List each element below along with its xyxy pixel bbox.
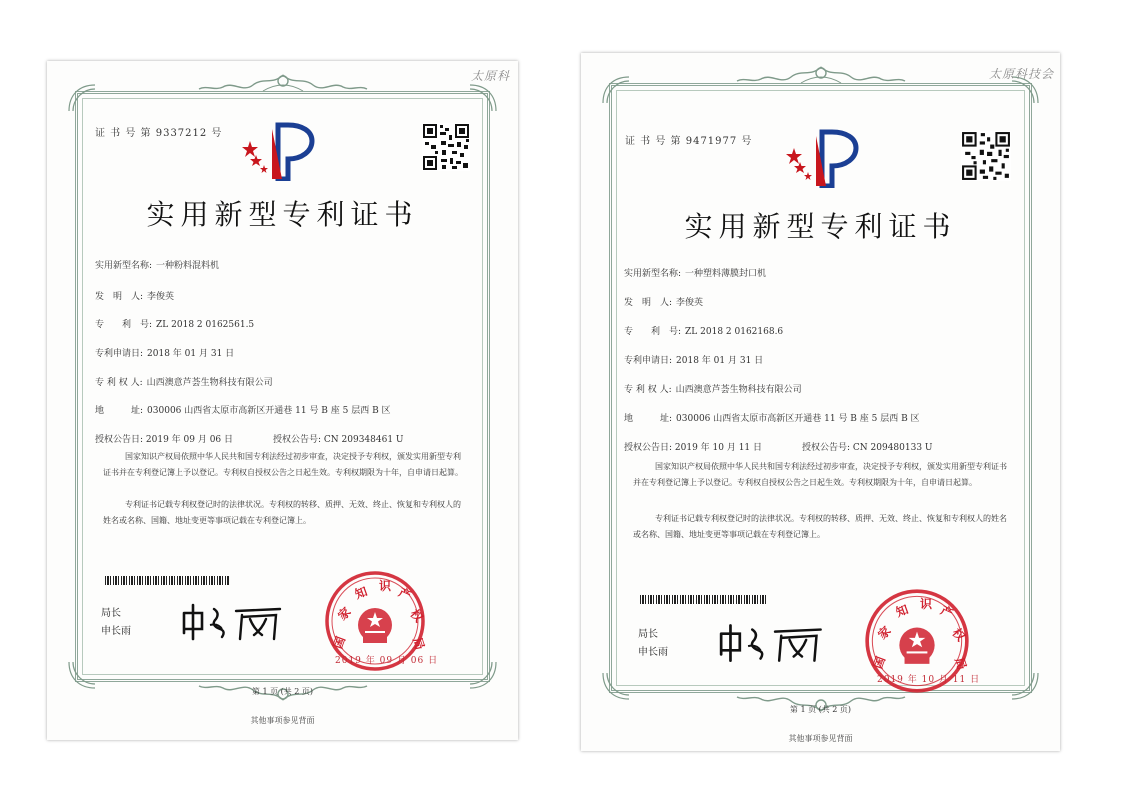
grant-number: 授权公告号: CN 209480133 U [802,443,933,453]
grant-date: 授权公告日: 2019 年 09 月 06 日 [95,435,234,445]
field-row [95,346,234,359]
director-block [638,626,668,662]
field-label: 专 利 权 人: [624,385,672,395]
seal-char: 权 [407,606,426,625]
grant-date: 授权公告日: 2019 年 10 月 11 日 [624,443,763,453]
field-row [624,353,763,366]
certificate-title: 实用新型专利证书 [146,198,419,231]
field-label: 专利申请日: [624,356,673,366]
seal-char: 识 [920,597,933,611]
field-value: 李俊英 [676,298,704,308]
field-row [95,317,254,330]
qr-code-icon [422,123,470,171]
field-row [95,403,391,416]
seal-char: 家 [335,604,354,624]
field-value: 山西澳意芦荟生物科技有限公司 [146,378,273,388]
seal-char: 家 [875,623,894,643]
director-name: 申长雨 [101,626,131,637]
certificate-paragraph-1: 国家知识产权局依照中华人民共和国专利法经过初步审查，决定授予专利权，颁发实用新型专利证书并在专利登记簿上予以登记。专利权自授权公告之日起生效。专利权期限为十年，自申请日起算。 [103,452,463,477]
handwritten-mark: 太原科 [470,69,510,83]
field-label: 专 利 号: [624,327,682,337]
field-row [95,289,174,302]
seal-char: 局 [952,655,970,672]
certificate-number: 证 书 号 第 9337212 号 [95,128,223,139]
certificate-number: 证 书 号 第 9471977 号 [625,136,753,147]
certificate-paragraph-2: 专利证书记载专利权登记时的法律状况。专利权的转移、质押、无效、终止、恢复和专利权人的姓名或名称、国籍、地址变更等事项记载在专利登记簿上。 [633,514,1007,539]
top-ornament-icon [193,71,373,99]
seal-char: 权 [949,625,968,644]
handwritten-mark: 太原科技会 [988,67,1054,81]
patent-certificate-2 [581,53,1060,751]
field-value: 李俊英 [147,292,175,302]
field-label: 发 明 人: [624,298,673,308]
certificate-paragraph-2: 专利证书记载专利权登记时的法律状况。专利权的转移、质押、无效、终止、恢复和专利权人的姓名或名称、国籍、地址变更等事项记载在专利登记簿上。 [103,500,461,525]
cnipa-logo-icon [786,128,866,188]
seal-char: 国 [330,634,349,651]
signature-image [180,599,290,643]
field-value: 2018 年 01 月 31 日 [676,356,764,366]
field-value: 一种粉料混料机 [156,261,220,271]
field-value: ZL 2018 2 0162168.6 [685,327,784,337]
corner-ornament-icon [599,73,633,107]
field-value: 030006 山西省太原市高新区开通巷 11 号 B 座 5 层西 B 区 [676,414,920,424]
field-label: 地 址: [95,406,144,416]
certificate-title: 实用新型专利证书 [684,210,957,243]
field-row [624,266,766,279]
field-value: 030006 山西省太原市高新区开通巷 11 号 B 座 5 层西 B 区 [147,406,391,416]
seal-char: 知 [353,584,370,602]
seal-char: 产 [938,603,956,621]
director-name: 申长雨 [638,647,668,658]
seal-char: 国 [870,654,889,671]
field-label: 专 利 权 人: [95,378,143,388]
seal-date: 2019 年 10 月 11 日 [877,675,981,685]
seal-char: 产 [396,585,414,603]
field-label: 实用新型名称: [95,261,153,271]
field-value: ZL 2018 2 0162561.5 [156,320,255,330]
field-row [624,295,703,308]
corner-ornament-icon [599,669,633,703]
grant-number: 授权公告号: CN 209348461 U [273,435,404,445]
seal-char: 知 [894,602,911,620]
grant-row [624,440,933,453]
barcode [105,576,229,585]
grant-row [95,432,404,445]
field-label: 专利申请日: [95,349,144,359]
field-row [95,258,219,271]
signature-image [717,619,831,665]
field-label: 发 明 人: [95,292,144,302]
top-ornament-icon [731,63,911,91]
barcode [640,595,766,604]
seal-date: 2019 年 09 月 06 日 [335,656,439,666]
director-block [101,605,131,641]
certificate-footnote: 其他事项参见背面 [250,716,315,725]
field-row [624,411,920,424]
page-indicator: 第 1 页 (共 2 页) [251,687,314,696]
seal-char: 识 [379,579,392,593]
corner-ornament-icon [466,81,500,115]
certificate-paragraph-1: 国家知识产权局依照中华人民共和国专利法经过初步审查，决定授予专利权，颁发实用新型专利证书并在专利登记簿上予以登记。专利权自授权公告之日起生效。专利权期限为十年，自申请日起算。 [633,462,1007,487]
field-label: 实用新型名称: [624,269,682,279]
corner-ornament-icon [65,81,99,115]
qr-code-icon [961,131,1011,181]
seal-char: 局 [410,635,428,652]
certificate-footnote: 其他事项参见背面 [788,734,853,743]
field-value: 2018 年 01 月 31 日 [147,349,235,359]
patent-certificate-1 [47,61,518,740]
page-indicator: 第 1 页 (共 2 页) [789,705,852,714]
field-label: 地 址: [624,414,673,424]
field-label: 专 利 号: [95,320,153,330]
director-title: 局长 [638,629,658,640]
field-row [95,375,273,388]
field-value: 山西澳意芦荟生物科技有限公司 [675,385,802,395]
cnipa-logo-icon [242,121,322,181]
corner-ornament-icon [1008,669,1042,703]
field-value: 一种塑料薄膜封口机 [685,269,767,279]
field-row [624,324,783,337]
director-title: 局长 [101,608,121,619]
field-row [624,382,802,395]
